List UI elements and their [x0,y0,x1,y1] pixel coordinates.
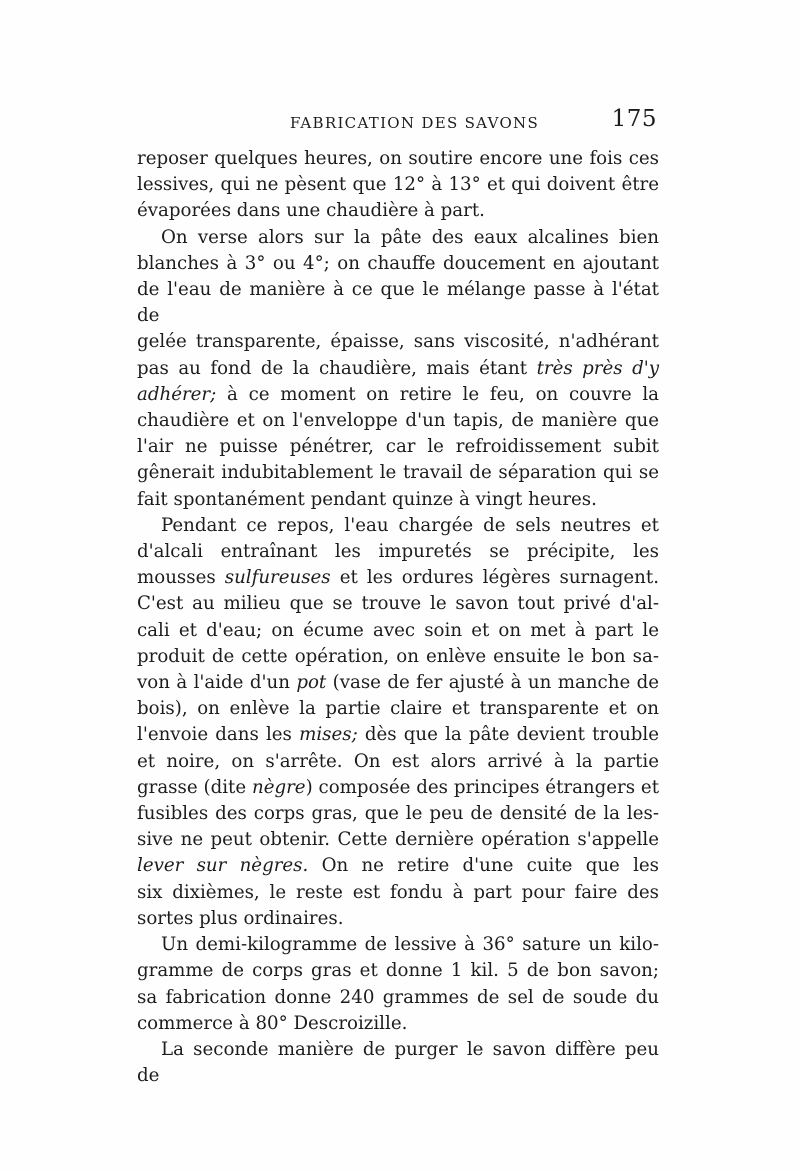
italic-text: pot [296,672,327,694]
text-line: et noire, on s'arrête. On est alors arrivé à la partie [137,750,659,772]
running-head [137,104,657,138]
text-line: La seconde manière de purger le savon diffère peu de [137,1038,659,1087]
text-line: chaudière et on l'enveloppe d'un tapis, de manière que [137,410,659,432]
text-line: adhérer; à ce moment on retire le feu, on couvre la [137,383,659,405]
text-line: Un demi-kilogramme de lessive à 36° sature un kilo- [161,934,659,956]
text-line: pas au fond de la chaudière, mais étant très près d'y [137,357,660,379]
text-line: gelée transparente, épaisse, sans viscosité, n'adhérant [137,331,659,353]
text-line: lessives, qui ne pèsent que 12° à 13° et qui doivent être [137,174,659,196]
text-line: grasse (dite nègre) composée des principes étrangers et [137,776,659,798]
italic-text: très près d'y [536,357,660,379]
text-line: l'air ne puisse pénétrer, car le refroidissement subit [137,436,659,458]
text-line: cali et d'eau; on écume avec soin et on met à part le [137,619,659,641]
text-line: On verse alors sur la pâte des eaux alcalines bien [161,226,659,248]
text-line: von à l'aide d'un pot (vase de fer ajusté à un manche de [137,672,660,694]
italic-text: sulfureuses [224,567,331,589]
text-line: l'envoie dans les mises; dès que la pâte devient trouble [137,724,660,746]
text-line: fait spontanément pendant quinze à vingt heures. [137,488,597,510]
text-line: Pendant ce repos, l'eau chargée de sels neutres et [161,514,659,536]
italic-text: nègre [251,776,306,798]
text-line: reposer quelques heures, on soutire encore une fois ces [137,148,659,169]
text-line: sive ne peut obtenir. Cette dernière opération s'appelle [137,829,659,851]
running-title: FABRICATION DES SAVONS [290,114,540,132]
italic-text: lever sur nègres. [137,855,309,877]
text-line: blanches à 3° ou 4°; on chauffe doucement en ajoutant [137,252,659,274]
text-line: de l'eau de manière à ce que le mélange passe à l'état de [137,279,659,327]
body-text [137,146,659,1089]
text-line: sa fabrication donne 240 grammes de sel de soude du [137,986,659,1008]
text-line: d'alcali entraînant les impuretés se précipite, les [137,541,659,563]
text-line: mousses sulfureuses et les ordures légères surnagent. [137,567,659,589]
text-line: évaporées dans une chaudière à part. [137,200,485,222]
italic-text: adhérer; [137,383,217,405]
text-line: produit de cette opération, on enlève ensuite le bon sa- [137,645,659,667]
text-line: commerce à 80° Descroizille. [137,1012,408,1034]
text-line: gramme de corps gras et donne 1 kil. 5 de bon savon; [137,960,659,982]
text-line: C'est au milieu que se trouve le savon tout privé d'al- [137,593,659,615]
text-line: fusibles des corps gras, que le peu de densité de la les- [137,803,659,825]
italic-text: mises; [299,724,358,746]
text-line: lever sur nègres. On ne retire d'une cuite que les [137,855,660,877]
text-line: bois), on enlève la partie claire et transparente et on [137,698,659,720]
text-line: gênerait indubitablement le travail de séparation qui se [137,462,659,484]
text-line: six dixièmes, le reste est fondu à part pour faire des [137,881,659,903]
text-line: sortes plus ordinaires. [137,907,344,929]
page-number: 175 [611,106,657,132]
